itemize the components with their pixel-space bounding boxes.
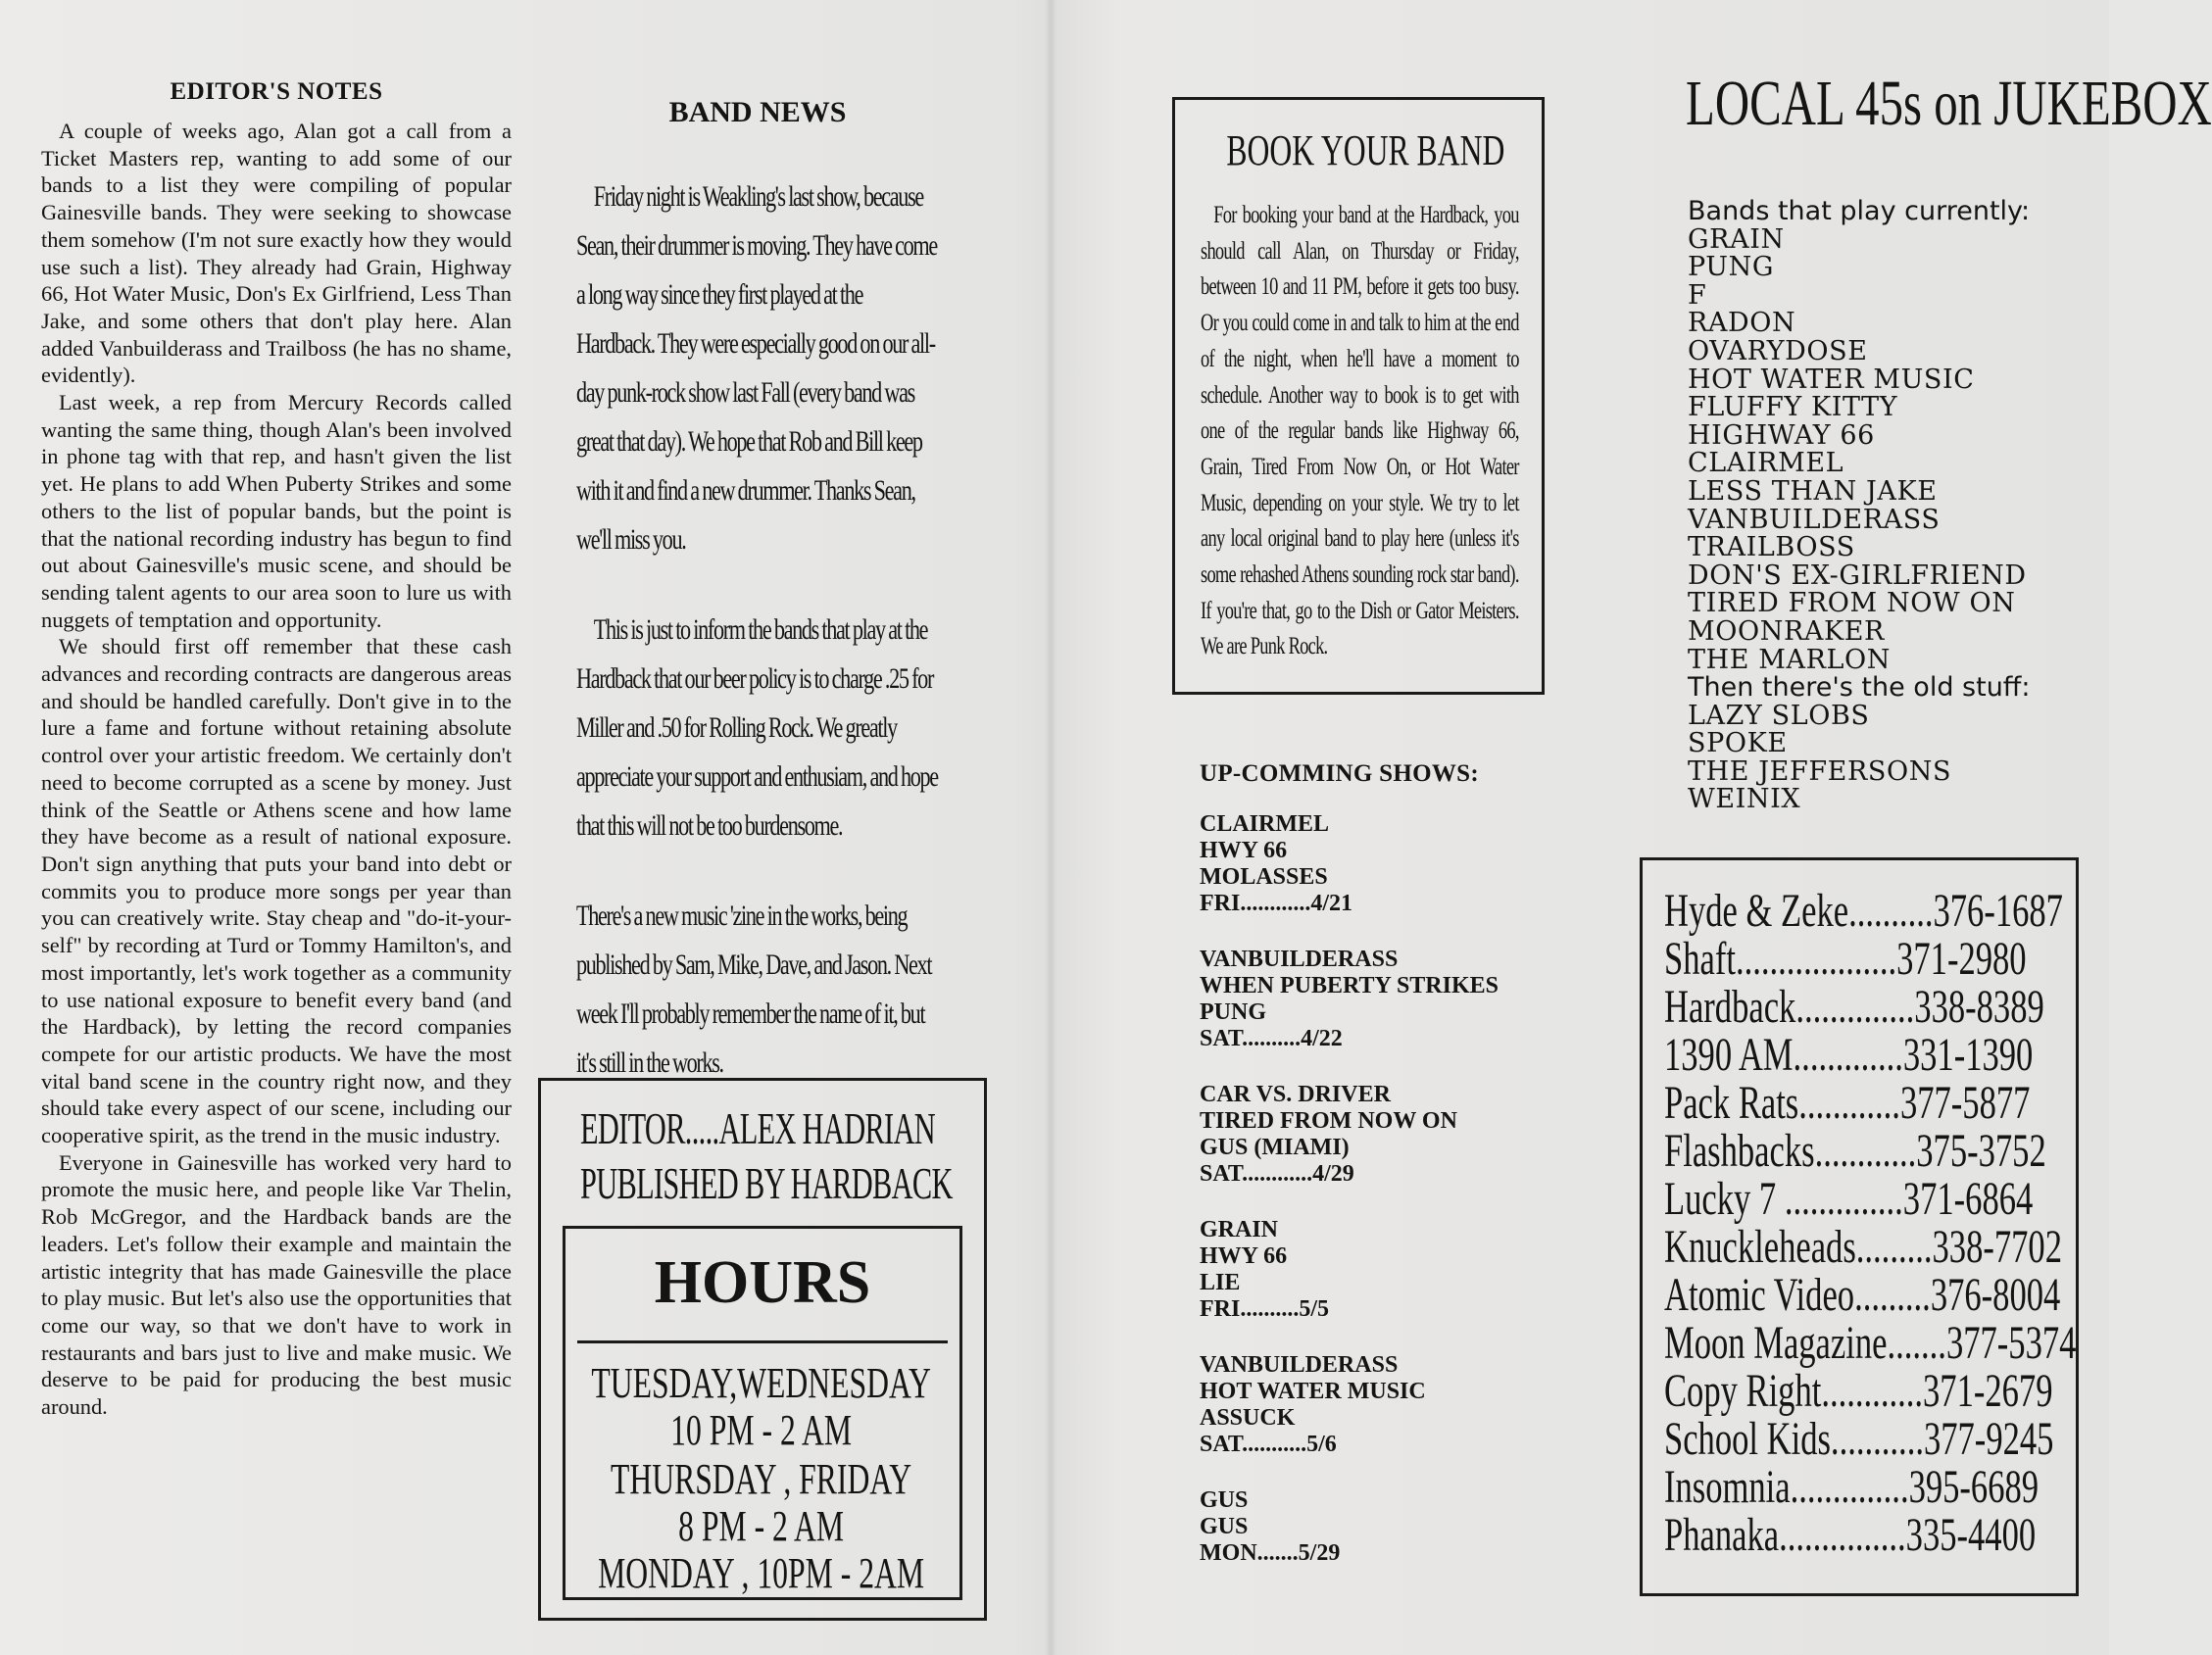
- show-band: LIE: [1200, 1270, 1241, 1295]
- jukebox-band: TRAILBOSS: [1688, 532, 1855, 563]
- hours-line: THURSDAY , FRIDAY: [610, 1455, 912, 1503]
- band-news-column: [576, 96, 939, 1129]
- jukebox-band: OVARYDOSE: [1688, 335, 1868, 366]
- jukebox-title: LOCAL 45s on JUKEBOX: [1686, 68, 2212, 139]
- phone-entry: Knuckleheads.........338-7702: [1664, 1221, 2063, 1273]
- jukebox-old-heading: Then there's the old stuff:: [1688, 672, 2031, 704]
- upcoming-shows-section: [1200, 760, 1552, 1596]
- phone-entry: 1390 AM.............331-1390: [1664, 1029, 2034, 1081]
- book-your-band-text: For booking your band at the Hardback, you should call Alan, on Thursday or Friday, between 10 and 11 PM, before it gets too busy. Or you could come in and talk to him at the end of the night, when he'll have a moment to schedule. Another way to book is to get with one of the regular bands like Highway 66, Grain, Tired From Now On, or Hot Water Music, depending on your style. We try to let any local original band to play here (unless it's some rehashed Athens sounding rock star band). If you're that, go to the Dish or Gator Meisters. We are Punk Rock.: [1201, 202, 1519, 660]
- phone-entry: Flashbacks............375-3752: [1664, 1125, 2046, 1177]
- show-listing: [1200, 947, 1552, 1052]
- show-band: GUS: [1200, 1487, 1249, 1513]
- show-listing: [1200, 811, 1552, 917]
- phone-entry: Hardback..............338-8389: [1664, 981, 2044, 1033]
- phone-entry: Moon Magazine.......377-5374: [1664, 1317, 2077, 1369]
- phone-entry: Shaft...................371-2980: [1664, 933, 2027, 985]
- show-band: TIRED FROM NOW ON: [1200, 1108, 1457, 1134]
- editors-notes-paragraph: We should first off remember that these cash advances and recording contracts are dangerous areas and should be handled carefully. Don't give in to the lure a fame and fortune without retaining absolute control over your artistic freedom. We certainly don't need to become corrupted as a scene by money. Just think of the Seattle or Athens scene and how lame they have become as a result of national exposure. Don't sign anything that puts your band into debt or commits you to produce more songs per year than you can creatively write. Stay cheap and "do-it-your-self" by recording at Turd or Tommy Hamilton's, and most importantly, let's work together as a community to use national exposure to benefit every band (and the Hardback), by letting the record companies compete for our artistic products. We have the most vital band scene in the country right now, and they should take every aspect of our scene, including our cooperative spirit, as the trend in the music industry.: [41, 634, 512, 1148]
- jukebox-band: PUNG: [1688, 252, 1775, 283]
- show-band: GUS: [1200, 1514, 1249, 1539]
- show-listing: [1200, 1352, 1552, 1458]
- jukebox-old-band: THE JEFFERSONS: [1688, 755, 1952, 787]
- show-date: SAT...........5/6: [1200, 1432, 1337, 1457]
- page-fold: [1045, 0, 1057, 1655]
- hours-divider: [577, 1340, 948, 1343]
- phone-entry: Lucky 7 ..............371-6864: [1664, 1173, 2034, 1225]
- show-band: PUNG: [1200, 999, 1266, 1025]
- show-band: CLAIRMEL: [1200, 811, 1330, 837]
- show-listing: [1200, 1487, 1552, 1567]
- book-your-band-box: [1172, 97, 1545, 695]
- hours-title: HOURS: [654, 1249, 871, 1316]
- jukebox-band: LESS THAN JAKE: [1688, 475, 1938, 507]
- show-band: VANBUILDERASS: [1200, 947, 1399, 972]
- hours-box: [563, 1226, 962, 1600]
- show-band: VANBUILDERASS: [1200, 1352, 1399, 1378]
- jukebox-band: GRAIN: [1688, 223, 1785, 255]
- jukebox-old-band: WEINIX: [1688, 784, 1801, 815]
- show-date: FRI..........5/5: [1200, 1296, 1329, 1322]
- jukebox-band: HOT WATER MUSIC: [1688, 364, 1975, 395]
- band-news-paragraph: This is just to inform the bands that play at the Hardback that our beer policy is to charge .25 for Miller and .50 for Rolling Rock. We greatly appreciate your support and enthusiam, and hope that this will not be too burdensome.: [576, 613, 938, 842]
- show-band: WHEN PUBERTY STRIKES: [1200, 973, 1499, 998]
- jukebox-band: RADON: [1688, 308, 1796, 339]
- jukebox-band-list: [1688, 198, 2099, 814]
- band-news-paragraph: Friday night is Weakling's last show, because Sean, their drummer is moving. They have come a long way since they first played at the Hardback. They were especially good on our all-day punk-rock show last Fall (every band was great that day). We hope that Rob and Bill keep with it and find a new drummer. Thanks Sean, we'll miss you.: [576, 180, 937, 556]
- show-band: CAR VS. DRIVER: [1200, 1082, 1391, 1107]
- jukebox-old-band: SPOKE: [1688, 728, 1788, 759]
- jukebox-band: FLUFFY KITTY: [1688, 392, 1898, 423]
- phone-entry: Phanaka...............335-4400: [1664, 1509, 2037, 1561]
- show-band: MOLASSES: [1200, 864, 1328, 890]
- band-news-paragraph: There's a new music 'zine in the works, being published by Sam, Mike, Dave, and Jason. Next week I'll probably remember the name of it, but it's still in the works.: [576, 900, 932, 1079]
- jukebox-band: THE MARLON: [1688, 644, 1892, 675]
- phone-entry: Hyde & Zeke..........376-1687: [1664, 885, 2063, 937]
- hours-line: MONDAY , 10PM - 2AM: [598, 1549, 925, 1597]
- jukebox-band: MOONRAKER: [1688, 615, 1885, 647]
- book-your-band-title: BOOK YOUR BAND: [1226, 126, 1505, 174]
- jukebox-band: TIRED FROM NOW ON: [1688, 588, 2016, 619]
- jukebox-current-heading: Bands that play currently:: [1688, 196, 2031, 226]
- show-band: HWY 66: [1200, 838, 1288, 863]
- show-listing: [1200, 1082, 1552, 1188]
- publisher-credit: PUBLISHED BY HARDBACK: [580, 1158, 953, 1208]
- band-news-heading: BAND NEWS: [668, 96, 847, 128]
- show-band: HOT WATER MUSIC: [1200, 1379, 1426, 1404]
- upcoming-shows-title: UP-COMMING SHOWS:: [1200, 760, 1479, 787]
- editors-notes-heading: EDITOR'S NOTES: [170, 78, 383, 105]
- jukebox-band: CLAIRMEL: [1688, 448, 1844, 479]
- phone-entry: Atomic Video.........376-8004: [1664, 1269, 2061, 1321]
- show-date: SAT..........4/22: [1200, 1026, 1343, 1051]
- hours-line: 8 PM - 2 AM: [678, 1502, 845, 1550]
- show-band: HWY 66: [1200, 1243, 1288, 1269]
- editors-notes-column: [41, 78, 512, 1421]
- hours-line: TUESDAY,WEDNESDAY: [591, 1359, 931, 1407]
- show-band: GRAIN: [1200, 1217, 1279, 1242]
- show-date: FRI............4/21: [1200, 891, 1352, 916]
- jukebox-band: HIGHWAY 66: [1688, 419, 1875, 451]
- show-band: GUS (MIAMI): [1200, 1135, 1350, 1160]
- show-date: SAT............4/29: [1200, 1161, 1354, 1187]
- phone-directory-box: [1640, 857, 2079, 1596]
- phone-entry: Insomnia..............395-6689: [1664, 1461, 2040, 1513]
- show-listing: [1200, 1217, 1552, 1323]
- editors-notes-paragraph: Everyone in Gainesville has worked very hard to promote the music here, and people like Var Thelin, Rob McGregor, and the Hardback bands are the leaders. Let's follow their example and maintain the artistic integrity that has made Gainesville the place to play music. But let's also use the opportunities that come our way, so that we don't have to work in restaurants and bars just to live and make music. We deserve to be paid for producing the best music around.: [41, 1149, 512, 1420]
- phone-entry: Pack Rats............377-5877: [1664, 1077, 2031, 1129]
- editors-notes-paragraph: A couple of weeks ago, Alan got a call from a Ticket Masters rep, wanting to add some of our bands to a list they were compiling of popular Gainesville bands. They were seeking to showcase them somehow (I'm not sure exactly how they would use such a list). They already had Grain, Highway 66, Hot Water Music, Don's Ex Girlfriend, Less Than Jake, and some others that don't play here. Alan added Vanbuilderass and Trailboss (he has no shame, evidently).: [41, 119, 512, 388]
- jukebox-band: F: [1688, 279, 1707, 311]
- credits-box: [538, 1078, 987, 1621]
- show-band: ASSUCK: [1200, 1405, 1296, 1431]
- phone-entry: School Kids...........377-9245: [1664, 1413, 2054, 1465]
- show-date: MON.......5/29: [1200, 1540, 1341, 1566]
- jukebox-old-band: LAZY SLOBS: [1688, 700, 1870, 731]
- jukebox-band: VANBUILDERASS: [1688, 504, 1941, 535]
- hours-line: 10 PM - 2 AM: [670, 1406, 853, 1454]
- editor-credit: EDITOR.....ALEX HADRIAN: [580, 1103, 936, 1153]
- jukebox-band: DON'S EX-GIRLFRIEND: [1688, 560, 2027, 591]
- editors-notes-paragraph: Last week, a rep from Mercury Records called wanting the same thing, though Alan's been involved in phone tag with that rep, and hasn't given the list yet. He plans to add When Puberty Strikes and some others to the list of popular bands, but the point is that the national recording industry has begun to find out about Gainesville's music scene, and should be sending talent agents to our area soon to lure us with nuggets of temptation and opportunity.: [41, 390, 512, 632]
- phone-entry: Copy Right............371-2679: [1664, 1365, 2053, 1417]
